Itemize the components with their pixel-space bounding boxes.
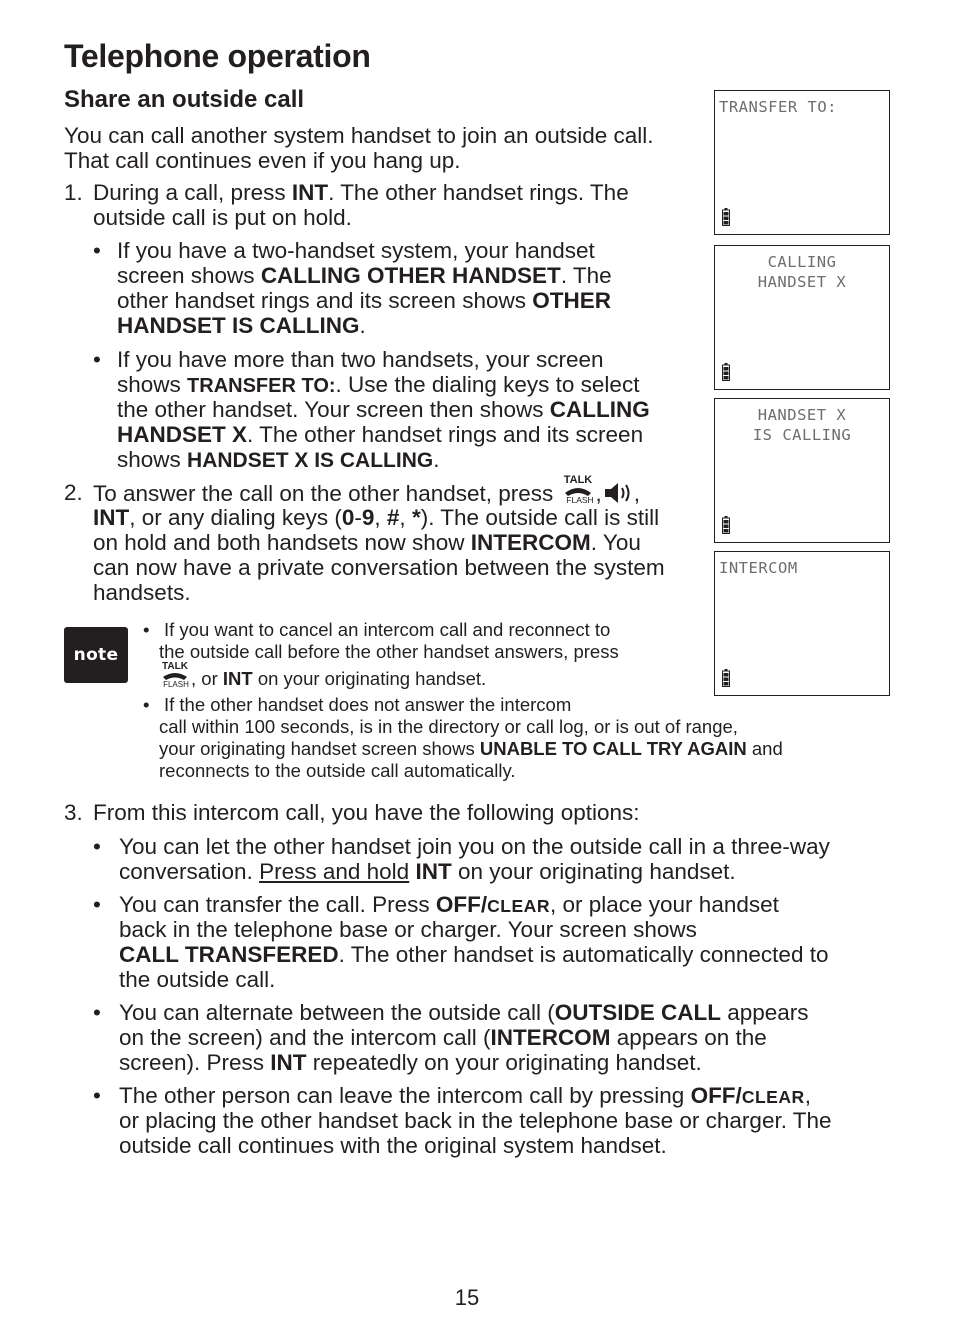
text: screen). Press <box>119 1050 271 1075</box>
talk-flash-key-icon <box>561 473 595 505</box>
text: During a call, press <box>93 180 292 205</box>
off-clear-key-label: OFF/ <box>690 1083 742 1108</box>
text: your originating handset screen shows <box>159 738 480 759</box>
handset-screen-transfer <box>714 90 890 235</box>
text: To answer the call on the other handset, press <box>93 481 560 506</box>
page-number: 15 <box>454 1285 480 1310</box>
text: on the screen) and the intercom call ( <box>119 1025 491 1050</box>
bullet-dot: • <box>93 1083 101 1108</box>
text: other handset rings and its screen shows <box>117 288 533 313</box>
screen-message: INTERCOM <box>470 530 591 555</box>
option-2-line-1 <box>119 892 779 919</box>
int-key-label: INT <box>222 668 253 689</box>
bullet-dot: • <box>93 1000 101 1025</box>
press-and-hold-text: Press and hold <box>259 859 410 884</box>
text: on your originating handset. <box>451 859 736 884</box>
step-3-number: 3. <box>64 800 83 825</box>
bullet-b-line-5 <box>117 447 439 473</box>
talk-flash-svg <box>159 660 191 688</box>
text: . Use the dialing keys to select <box>335 372 640 397</box>
text: , <box>374 505 387 530</box>
screen-text: HANDSET X <box>757 406 847 424</box>
talk-flash-svg <box>561 473 595 505</box>
text: , <box>399 505 412 530</box>
key-label: # <box>386 505 400 530</box>
option-2-line-2: back in the telephone base or charger. Your screen shows <box>119 917 697 942</box>
bullet-dot: • <box>93 347 101 372</box>
section-title: Share an outside call <box>64 86 305 113</box>
speaker-body <box>605 483 618 503</box>
screen-message: HANDSET X IS CALLING <box>187 449 434 472</box>
speaker-svg <box>602 481 634 505</box>
text: You can alternate between the outside call ( <box>119 1000 555 1025</box>
note-1-line-2: the outside call before the other handset answers, press <box>159 641 619 662</box>
note-2-line-3 <box>159 738 783 760</box>
speaker-wave <box>626 485 629 501</box>
text: , <box>804 1083 811 1108</box>
flash-label: FLASH <box>163 680 189 688</box>
battery-icon <box>722 516 730 534</box>
text: shows <box>117 447 188 472</box>
screen-text: TRANSFER TO: <box>719 98 837 116</box>
bullet-a-line-2 <box>117 263 612 288</box>
screen-message: CALLING <box>549 397 650 422</box>
screen-message: OUTSIDE CALL <box>554 1000 721 1025</box>
text: . The other handset is automatically connected to <box>338 942 829 967</box>
option-3-line-1 <box>119 1000 809 1025</box>
step-2-line-4: can now have a private conversation between the system <box>93 555 665 580</box>
text: . You <box>590 530 641 555</box>
bullet-dot: • <box>143 619 150 640</box>
option-1-line-2 <box>119 859 736 884</box>
text: . <box>359 313 366 338</box>
note-2-line-4: reconnects to the outside call automatically. <box>159 760 516 781</box>
screen-message: INTERCOM <box>490 1025 611 1050</box>
option-3-line-2 <box>119 1025 767 1050</box>
bullet-dot: • <box>143 694 150 715</box>
text: ). The outside call is still <box>420 505 660 530</box>
bullet-a-line-4 <box>117 313 366 338</box>
text: on your originating handset. <box>252 668 487 689</box>
text: appears on the <box>610 1025 767 1050</box>
step-1-number: 1. <box>64 180 83 205</box>
int-key-label: INT <box>415 859 452 884</box>
option-2-line-3 <box>119 942 828 967</box>
speaker-icon <box>602 481 634 505</box>
option-2-line-4: the outside call. <box>119 967 276 992</box>
text: . The <box>560 263 612 288</box>
step-2-line-5: handsets. <box>93 580 191 605</box>
option-4-line-1 <box>119 1083 811 1110</box>
battery-icon <box>722 669 730 687</box>
key-label: 0 <box>341 505 355 530</box>
step-2-line-2 <box>93 505 659 530</box>
text: on hold and both handsets now show <box>93 530 471 555</box>
text: screen shows <box>117 263 261 288</box>
handset-shape <box>163 673 187 680</box>
text: , <box>633 481 641 506</box>
text: appears <box>720 1000 809 1025</box>
flash-label: FLASH <box>565 495 594 505</box>
text: - <box>354 505 362 530</box>
screen-message: UNABLE TO CALL TRY AGAIN <box>479 738 747 759</box>
bullet-dot: • <box>93 834 101 859</box>
handset-screen-intercom <box>714 551 890 696</box>
screen-message: TRANSFER TO: <box>187 375 336 397</box>
intro-line-1: You can call another system handset to join an outside call. <box>64 123 654 148</box>
bullet-b-line-3 <box>117 397 650 422</box>
step-1-line-2: outside call is put on hold. <box>93 205 352 230</box>
text: . The other handset rings and its screen <box>247 422 644 447</box>
battery-icon <box>722 363 730 381</box>
screen-text: IS CALLING <box>752 426 852 444</box>
text: and <box>746 738 783 759</box>
step-2-line-3 <box>93 530 641 555</box>
handset-screen-is-calling <box>714 398 890 543</box>
text: the other handset. Your screen then shows <box>117 397 550 422</box>
intro-line-2: That call continues even if you hang up. <box>64 148 461 173</box>
bullet-dot: • <box>93 892 101 917</box>
step-2-number: 2. <box>64 480 83 505</box>
screen-message: HANDSET X <box>117 422 248 447</box>
screen-text: CALLING <box>767 253 837 271</box>
handset-screen-calling <box>714 245 890 390</box>
text: , <box>595 481 602 506</box>
note-badge: note <box>64 627 128 683</box>
off-clear-key-label: CLEAR <box>741 1087 805 1107</box>
text: , or <box>191 668 223 689</box>
screen-message: CALL TRANSFERED <box>119 942 339 967</box>
speaker-wave <box>622 488 624 498</box>
off-clear-key-label: CLEAR <box>487 896 550 916</box>
text: . <box>433 447 440 472</box>
text: conversation. <box>119 859 260 884</box>
note-2-line-1: If the other handset does not answer the intercom <box>164 694 572 715</box>
text: repeatedly on your originating handset. <box>306 1050 702 1075</box>
option-4-line-3: outside call continues with the original system handset. <box>119 1133 667 1158</box>
text: The other person can leave the intercom call by pressing <box>119 1083 691 1108</box>
talk-flash-key-icon <box>159 660 191 688</box>
bullet-dot: • <box>93 238 101 263</box>
text: . The other handset rings. The <box>328 180 629 205</box>
text: , or place your handset <box>549 892 779 917</box>
battery-icon <box>722 208 730 226</box>
screen-message: HANDSET IS CALLING <box>117 313 360 338</box>
key-label: 9 <box>361 505 375 530</box>
screen-text: INTERCOM <box>719 559 798 577</box>
bullet-a-line-3 <box>117 288 611 313</box>
page-title: Telephone operation <box>64 38 371 74</box>
screen-text: HANDSET X <box>757 273 847 291</box>
bullet-b-line-2 <box>117 372 639 399</box>
text: You can transfer the call. Press <box>119 892 436 917</box>
option-1-line-1: You can let the other handset join you on the outside call in a three-way <box>119 834 830 859</box>
talk-label: TALK <box>162 661 188 672</box>
screen-message: CALLING OTHER HANDSET <box>260 263 561 288</box>
note-2-line-2: call within 100 seconds, is in the directory or call log, or is out of range, <box>159 716 738 737</box>
bullet-b-line-4 <box>117 422 643 447</box>
option-4-line-2: or placing the other handset back in the telephone base or charger. The <box>119 1108 832 1133</box>
option-3-line-3 <box>119 1050 702 1075</box>
note-1-line-3 <box>159 660 486 693</box>
note-1-line-1: If you want to cancel an intercom call and reconnect to <box>164 619 611 640</box>
int-key-label: INT <box>291 180 329 205</box>
bullet-b-line-1: If you have more than two handsets, your screen <box>117 347 604 372</box>
key-label: * <box>411 505 421 530</box>
int-key-label: INT <box>270 1050 307 1075</box>
text: , or any dialing keys ( <box>129 505 342 530</box>
text: shows <box>117 372 188 397</box>
step-1-line-1 <box>93 180 629 205</box>
screen-message: OTHER <box>532 288 611 313</box>
talk-label: TALK <box>563 474 592 486</box>
int-key-label: INT <box>93 505 130 530</box>
off-clear-key-label: OFF/ <box>435 892 488 917</box>
bullet-a-line-1: If you have a two-handset system, your handset <box>117 238 595 263</box>
step-3-lead: From this intercom call, you have the following options: <box>93 800 640 825</box>
